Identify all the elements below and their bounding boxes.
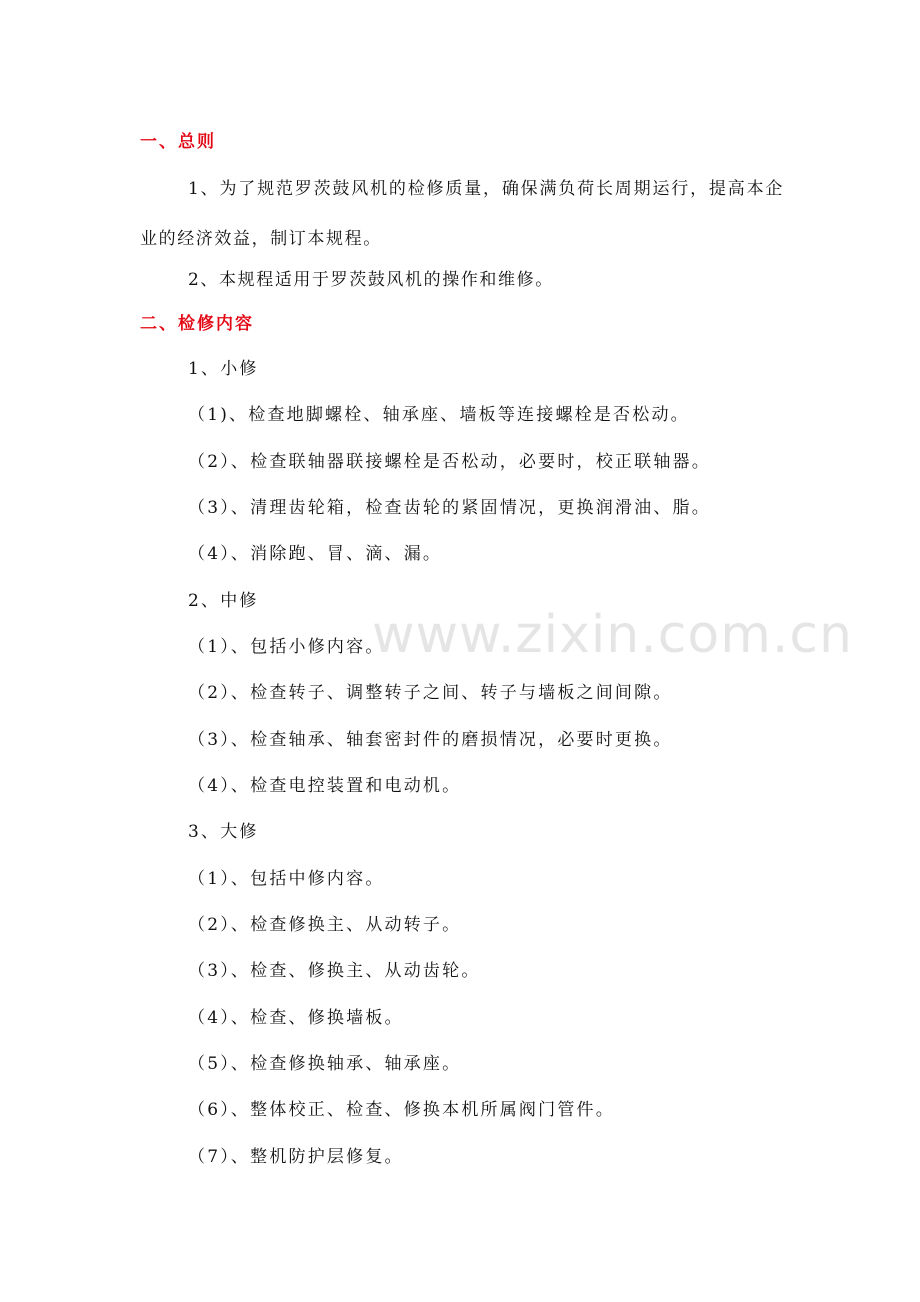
minor-repair-title: 1、小修	[188, 359, 259, 379]
medium-repair-title: 2、中修	[188, 591, 259, 611]
medium-repair-item-3: （3）、检查轴承、轴套密封件的磨损情况，必要时更换。	[188, 730, 673, 750]
minor-repair-item-4: （4）、消除跑、冒、滴、漏。	[188, 544, 443, 564]
minor-repair-item-1: （1)、检查地脚螺栓、轴承座、墙板等连接螺栓是否松动。	[188, 405, 690, 425]
medium-repair-item-4: （4）、检查电控装置和电动机。	[188, 776, 462, 796]
medium-repair-item-1: （1）、包括小修内容。	[188, 637, 385, 657]
general-paragraph-2: 2、本规程适用于罗茨鼓风机的操作和维修。	[188, 270, 554, 290]
medium-repair-item-2: （2）、检查转子、调整转子之间、转子与墙板之间间隙。	[188, 683, 673, 703]
site-watermark: www.zixin.com.cn	[372, 605, 853, 665]
major-repair-item-2: （2）、检查修换主、从动转子。	[188, 915, 462, 935]
section-heading-maintenance: 二、检修内容	[140, 314, 254, 334]
minor-repair-item-3: （3）、清理齿轮箱，检查齿轮的紧固情况，更换润滑油、脂。	[188, 498, 711, 518]
major-repair-title: 3、大修	[188, 822, 259, 842]
major-repair-item-6: （6）、整体校正、检查、修换本机所属阀门管件。	[188, 1100, 615, 1120]
general-paragraph-1: 1、为了规范罗茨鼓风机的检修质量，确保满负荷长周期运行，提高本企业的经济效益，制订本规程。	[140, 179, 784, 249]
minor-repair-item-2: （2）、检查联轴器联接螺栓是否松动，必要时，校正联轴器。	[188, 452, 711, 472]
major-repair-item-7: （7）、整机防护层修复。	[188, 1147, 404, 1167]
major-repair-item-3: （3）、检查、修换主、从动齿轮。	[188, 961, 481, 981]
major-repair-item-4: （4）、检查、修换墙板。	[188, 1008, 404, 1028]
major-repair-item-1: （1）、包括中修内容。	[188, 869, 385, 889]
major-repair-item-5: （5）、检查修换轴承、轴承座。	[188, 1054, 462, 1074]
section-heading-general: 一、总则	[140, 132, 216, 152]
